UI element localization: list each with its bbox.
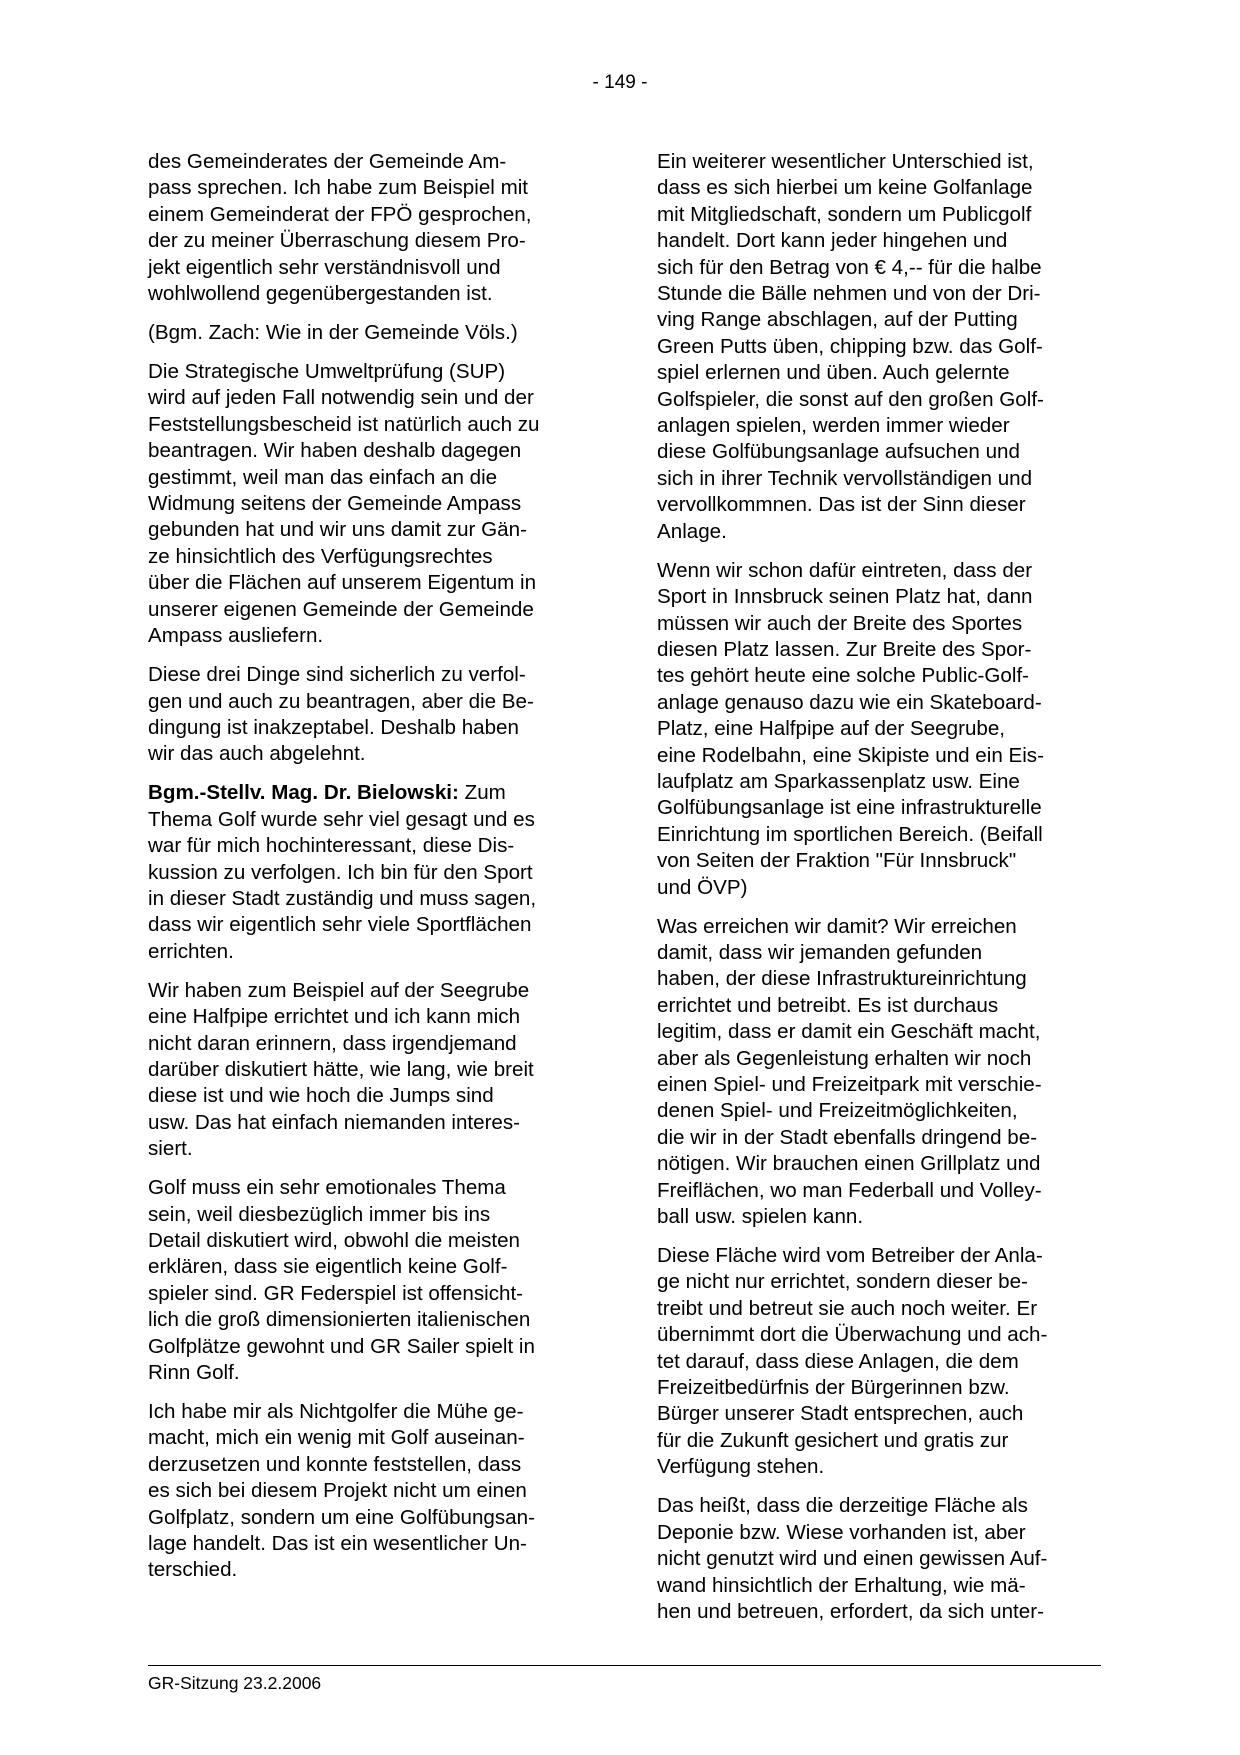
text-line: Golfplatz, sondern um eine Golfübungsan- — [148, 1505, 535, 1529]
text-line: (Bgm. Zach: Wie in der Gemeinde Völs.) — [148, 321, 518, 345]
text-line: Golfplätze gewohnt und GR Sailer spielt in — [148, 1334, 535, 1358]
text-line: Rinn Golf. — [148, 1361, 240, 1385]
text-line: haben, der diese Infrastruktureinrichtung — [657, 967, 1027, 991]
text-line: der zu meiner Überraschung diesem Pro- — [148, 229, 526, 253]
footer-rule — [148, 1665, 1101, 1666]
text-line: lage handelt. Das ist ein wesentlicher Un- — [148, 1532, 527, 1556]
paragraph — [657, 914, 1107, 1231]
footer-text: GR-Sitzung 23.2.2006 — [148, 1673, 322, 1693]
text-line: Widmung seitens der Gemeinde Ampass — [148, 492, 522, 516]
text-line: dingung ist inakzeptabel. Deshalb haben — [148, 715, 519, 739]
text-line: es sich bei diesem Projekt nicht um einen — [148, 1479, 527, 1503]
text-line: Diese Fläche wird vom Betreiber der Anla- — [657, 1244, 1043, 1268]
text-line: nötigen. Wir brauchen einen Grillplatz und — [657, 1152, 1041, 1176]
text-line: Ampass ausliefern. — [148, 624, 324, 648]
paragraph — [657, 558, 1107, 901]
text-line: wand hinsichtlich der Erhaltung, wie mä- — [657, 1573, 1026, 1597]
text-line: darüber diskutiert hätte, wie lang, wie breit — [148, 1057, 534, 1081]
text-line: Diese drei Dinge sind sicherlich zu verfol- — [148, 663, 526, 687]
text-line: usw. Das hat einfach niemanden interes- — [148, 1110, 521, 1134]
text-line: und ÖVP) — [657, 875, 748, 899]
paragraph — [657, 149, 1107, 545]
text-line: Deponie bzw. Wiese vorhanden ist, aber — [657, 1520, 1026, 1544]
text-line: Golf muss ein sehr emotionales Thema — [148, 1176, 506, 1200]
text-line: Freiflächen, wo man Federball und Volley- — [657, 1178, 1042, 1202]
text-line: übernimmt dort die Überwachung und ach- — [657, 1323, 1048, 1347]
text-line: über die Flächen auf unserem Eigentum in — [148, 571, 537, 595]
text-line: anlagen spielen, werden immer wieder — [657, 414, 1010, 438]
speaker-name: Bgm.-Stellv. Mag. Dr. Bielowski: — [148, 781, 459, 805]
text-line: in dieser Stadt zuständig und muss sagen, — [148, 886, 537, 910]
text-line: Golfübungsanlage ist eine infrastrukturelle — [657, 796, 1042, 820]
right-column — [657, 149, 1107, 1638]
text-line: Thema Golf wurde sehr viel gesagt und es — [148, 807, 535, 831]
text-line: pass sprechen. Ich habe zum Beispiel mit — [148, 176, 529, 200]
paragraph — [148, 359, 598, 649]
text-line: Ich habe mir als Nichtgolfer die Mühe ge- — [148, 1400, 524, 1424]
text-line: derzusetzen und konnte feststellen, dass — [148, 1452, 522, 1476]
text-line: terschied. — [148, 1558, 238, 1582]
text-line: nicht genutzt wird und einen gewissen Auf- — [657, 1547, 1048, 1571]
text-line: siert. — [148, 1137, 193, 1161]
text-line: Das heißt, dass die derzeitige Fläche als — [657, 1494, 1028, 1518]
text-line: errichten. — [148, 939, 234, 963]
text-line: jekt eigentlich sehr verständnisvoll und — [148, 255, 501, 279]
text-line: Ein weiterer wesentlicher Unterschied ist, — [657, 150, 1034, 173]
text-line: nicht daran erinnern, dass irgendjemand — [148, 1031, 517, 1055]
text-line: Detail diskutiert wird, obwohl die meisten — [148, 1229, 520, 1252]
text-line: diese ist und wie hoch die Jumps sind — [148, 1084, 494, 1108]
text-line: diesen Platz lassen. Zur Breite des Spor- — [657, 637, 1032, 661]
text-line: wir das auch abgelehnt. — [148, 742, 366, 766]
paragraph — [657, 1243, 1107, 1481]
text-line: kussion zu verfolgen. Ich bin für den Sport — [148, 860, 533, 884]
paragraph — [148, 149, 598, 307]
paragraph — [148, 662, 598, 768]
text-line: legitim, dass er damit ein Geschäft macht, — [657, 1020, 1041, 1044]
text-line: eine Rodelbahn, eine Skipiste und ein Eis- — [657, 743, 1044, 767]
text-line: gen und auch zu beantragen, aber die Be- — [148, 689, 534, 713]
text-line: aber als Gegenleistung erhalten wir noch — [657, 1046, 1032, 1070]
text-line: beantragen. Wir haben deshalb dagegen — [148, 439, 522, 463]
text-line: Wenn wir schon dafür eintreten, dass der — [657, 558, 1033, 582]
text-line: macht, mich ein wenig mit Golf auseinan- — [148, 1426, 525, 1450]
text-line: ze hinsichtlich des Verfügungsrechtes — [148, 544, 493, 568]
text-line: Platz, eine Halfpipe auf der Seegrube, — [657, 717, 1006, 741]
text-line: Einrichtung im sportlichen Bereich. (Beifall — [657, 822, 1043, 846]
text-line: tet darauf, dass diese Anlagen, die dem — [657, 1349, 1019, 1373]
text-line: laufplatz am Sparkassenplatz usw. Eine — [657, 769, 1020, 793]
text-line: Green Putts üben, chipping bzw. das Golf- — [657, 334, 1043, 358]
text-line: war für mich hochinteressant, diese Dis- — [148, 834, 515, 858]
text-line: gebunden hat und wir uns damit zur Gän- — [148, 518, 527, 542]
text-line: Feststellungsbescheid ist natürlich auch zu — [148, 412, 540, 436]
text-line: Was erreichen wir damit? Wir erreichen — [657, 914, 1017, 938]
text-line: dass es sich hierbei um keine Golfanlage — [657, 176, 1033, 200]
text-line: eine Halfpipe errichtet und ich kann mich — [148, 1005, 521, 1029]
text-line: treibt und betreut sie auch noch weiter. Er — [657, 1296, 1038, 1320]
text-line: vervollkommnen. Das ist der Sinn dieser — [657, 493, 1026, 517]
paragraph — [148, 1399, 598, 1584]
text-line: Anlage. — [657, 519, 727, 543]
paragraph — [148, 978, 598, 1163]
text-line: anlage genauso dazu wie ein Skateboard- — [657, 690, 1042, 714]
text-line: einem Gemeinderat der FPÖ gesprochen, — [148, 202, 532, 226]
text-line: diese Golfübungsanlage aufsuchen und — [657, 440, 1020, 464]
text-line: denen Spiel- und Freizeitmöglichkeiten, — [657, 1099, 1018, 1123]
text-line: des Gemeinderates der Gemeinde Am- — [148, 150, 507, 173]
text-line: hen und betreuen, erfordert, da sich unter- — [657, 1599, 1044, 1623]
text-line: Die Strategische Umweltprüfung (SUP) — [148, 360, 506, 384]
paragraph — [148, 780, 598, 965]
text-line: wohlwollend gegenübergestanden ist. — [148, 282, 493, 306]
text-line: Verfügung stehen. — [657, 1455, 825, 1479]
text-line: sich für den Betrag von € 4,-- für die halbe — [657, 255, 1042, 279]
text-line: ball usw. spielen kann. — [657, 1205, 864, 1229]
text-line: mit Mitgliedschaft, sondern um Publicgolf — [657, 202, 1032, 226]
left-column — [148, 149, 598, 1596]
text-line: Freizeitbedürfnis der Bürgerinnen bzw. — [657, 1376, 1010, 1400]
text-line: damit, dass wir jemanden gefunden — [657, 940, 983, 964]
text-line: die wir in der Stadt ebenfalls dringend be- — [657, 1125, 1038, 1149]
text-line: handelt. Dort kann jeder hingehen und — [657, 229, 1008, 253]
text-line: sich in ihrer Technik vervollständigen und — [657, 466, 1033, 490]
text-line: errichtet und betreibt. Es ist durchaus — [657, 993, 999, 1017]
text-line: einen Spiel- und Freizeitpark mit verschie- — [657, 1073, 1042, 1096]
text-line: gestimmt, weil man das einfach an die — [148, 465, 498, 489]
text-line: unserer eigenen Gemeinde der Gemeinde — [148, 597, 534, 621]
text-line: müssen wir auch der Breite des Sportes — [657, 611, 1023, 635]
text-line: erklären, dass sie eigentlich keine Golf- — [148, 1255, 508, 1279]
text-line: sein, weil diesbezüglich immer bis ins — [148, 1202, 491, 1226]
text-line: Golfspieler, die sonst auf den großen Golf- — [657, 387, 1044, 411]
text-line: ving Range abschlagen, auf der Putting — [657, 308, 1018, 332]
text-line: Wir haben zum Beispiel auf der Seegrube — [148, 978, 530, 1002]
text-line: dass wir eigentlich sehr viele Sportflächen — [148, 913, 532, 937]
text-line: für die Zukunft gesichert und gratis zur — [657, 1428, 1009, 1452]
speaker-line-rest: Zum — [458, 781, 506, 805]
text-line: tes gehört heute eine solche Public-Golf- — [657, 664, 1030, 688]
text-line: von Seiten der Fraktion "Für Innsbruck" — [657, 849, 1017, 873]
text-line: Bürger unserer Stadt entsprechen, auch — [657, 1402, 1024, 1426]
paragraph — [657, 1493, 1107, 1625]
text-line: Sport in Innsbruck seinen Platz hat, dann — [657, 585, 1033, 609]
text-line: wird auf jeden Fall notwendig sein und der — [148, 386, 534, 410]
text-line: ge nicht nur errichtet, sondern dieser be- — [657, 1270, 1028, 1294]
text-line: lich die groß dimensionierten italienischen — [148, 1308, 531, 1332]
text-line: Stunde die Bälle nehmen und von der Dri- — [657, 282, 1041, 306]
text-line: spieler sind. GR Federspiel ist offensicht- — [148, 1281, 524, 1305]
paragraph — [148, 1175, 598, 1386]
text-line: spiel erlernen und üben. Auch gelernte — [657, 361, 1010, 385]
paragraph — [148, 320, 598, 346]
page-number: - 149 - — [592, 72, 648, 93]
text-line — [148, 780, 598, 806]
